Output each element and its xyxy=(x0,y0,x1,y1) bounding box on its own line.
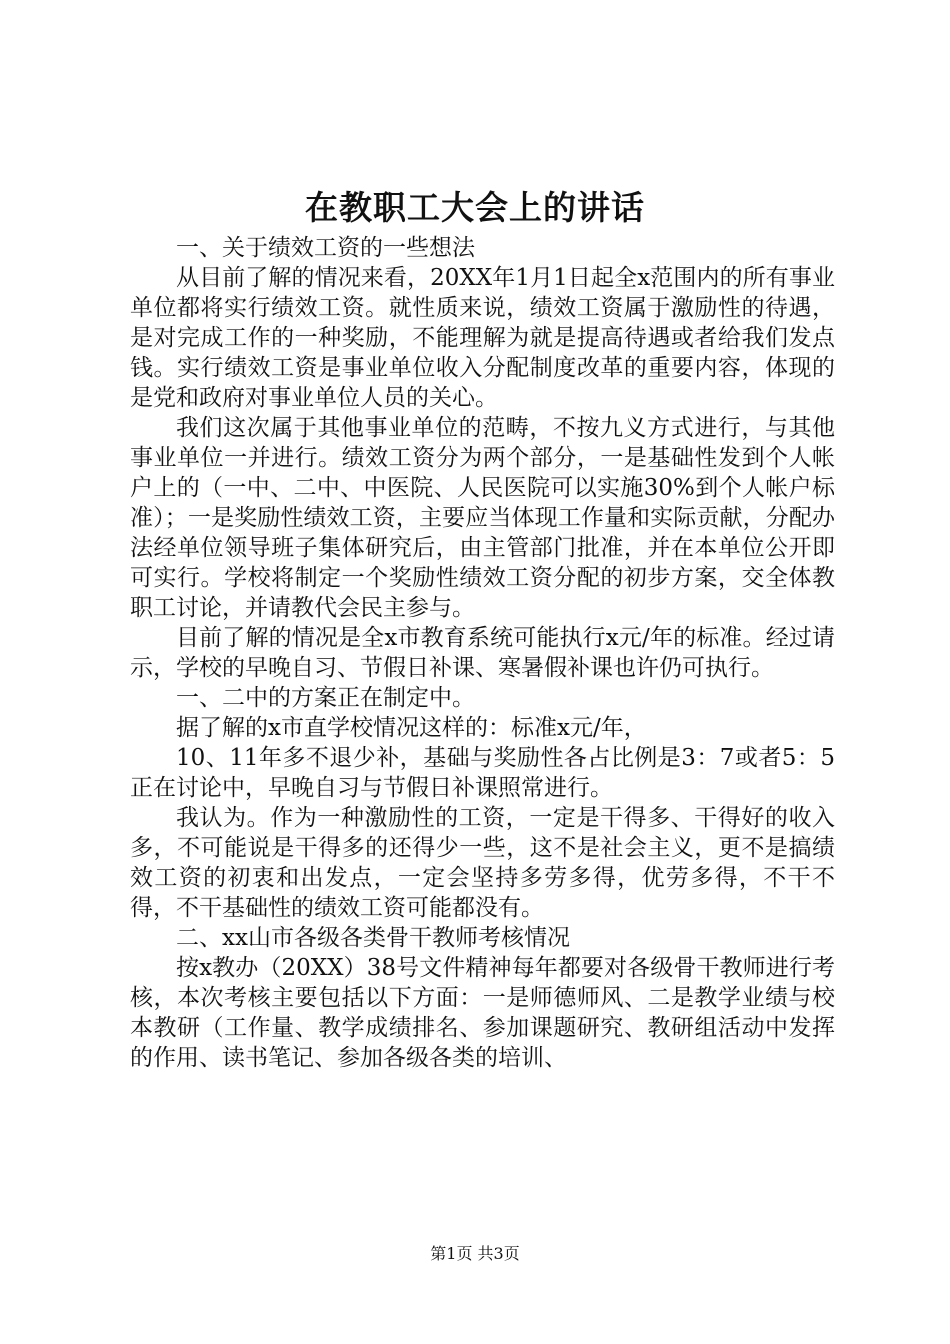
paragraph: 一、关于绩效工资的一些想法 xyxy=(176,235,475,261)
paragraph: 按x教办（20XX）38号文件精神每年都要对各级骨干教师进行考核，本次考核主要包括以下方面：一是师德师风、二是教学业绩与校本教研（工作量、教学成绩排名、参加课题研究、教研组活动中发挥的作用、读书笔记、参加各级各类的培训、 xyxy=(130,955,835,1071)
paragraph: 我认为。作为一种激励性的工资，一定是干得多、干得好的收入多，不可能说是干得多的还得少一些，这不是社会主义，更不是搞绩效工资的初衷和出发点，一定会坚持多劳多得，优劳多得，不干不得，不干基础性的绩效工资可能都没有。 xyxy=(130,805,835,921)
document-title: 在教职工大会上的讲话 xyxy=(305,188,645,227)
page-footer: 第1页 共3页 xyxy=(430,1244,520,1263)
paragraph: 一、二中的方案正在制定中。 xyxy=(176,685,475,711)
paragraph: 从目前了解的情况来看，20XX年1月1日起全x范围内的所有事业单位都将实行绩效工资。就性质来说，绩效工资属于激励性的待遇，是对完成工作的一种奖励，不能理解为就是提高待遇或者给我们发点钱。实行绩效工资是事业单位收入分配制度改革的重要内容，体现的是党和政府对事业单位人员的关心。 xyxy=(130,265,835,411)
document-body xyxy=(130,233,835,1073)
paragraph: 据了解的x市直学校情况这样的：标准x元/年， xyxy=(176,715,647,741)
paragraph: 目前了解的情况是全x市教育系统可能执行x元/年的标准。经过请示，学校的早晚自习、节假日补课、寒暑假补课也许仍可执行。 xyxy=(130,625,835,681)
paragraph: 二、xx山市各级各类骨干教师考核情况 xyxy=(176,925,570,951)
paragraph: 我们这次属于其他事业单位的范畴，不按九义方式进行，与其他事业单位一并进行。绩效工资分为两个部分，一是基础性发到个人帐户上的（一中、二中、中医院、人民医院可以实施30%到个人帐户标准）；一是奖励性绩效工资，主要应当体现工作量和实际贡献，分配办法经单位领导班子集体研究后，由主管部门批准，并在本单位公开即可实行。学校将制定一个奖励性绩效工资分配的初步方案，交全体教职工讨论，并请教代会民主参与。 xyxy=(130,415,835,621)
paragraph: 10、11年多不退少补，基础与奖励性各占比例是3：7或者5：5正在讨论中，早晚自习与节假日补课照常进行。 xyxy=(130,745,835,801)
